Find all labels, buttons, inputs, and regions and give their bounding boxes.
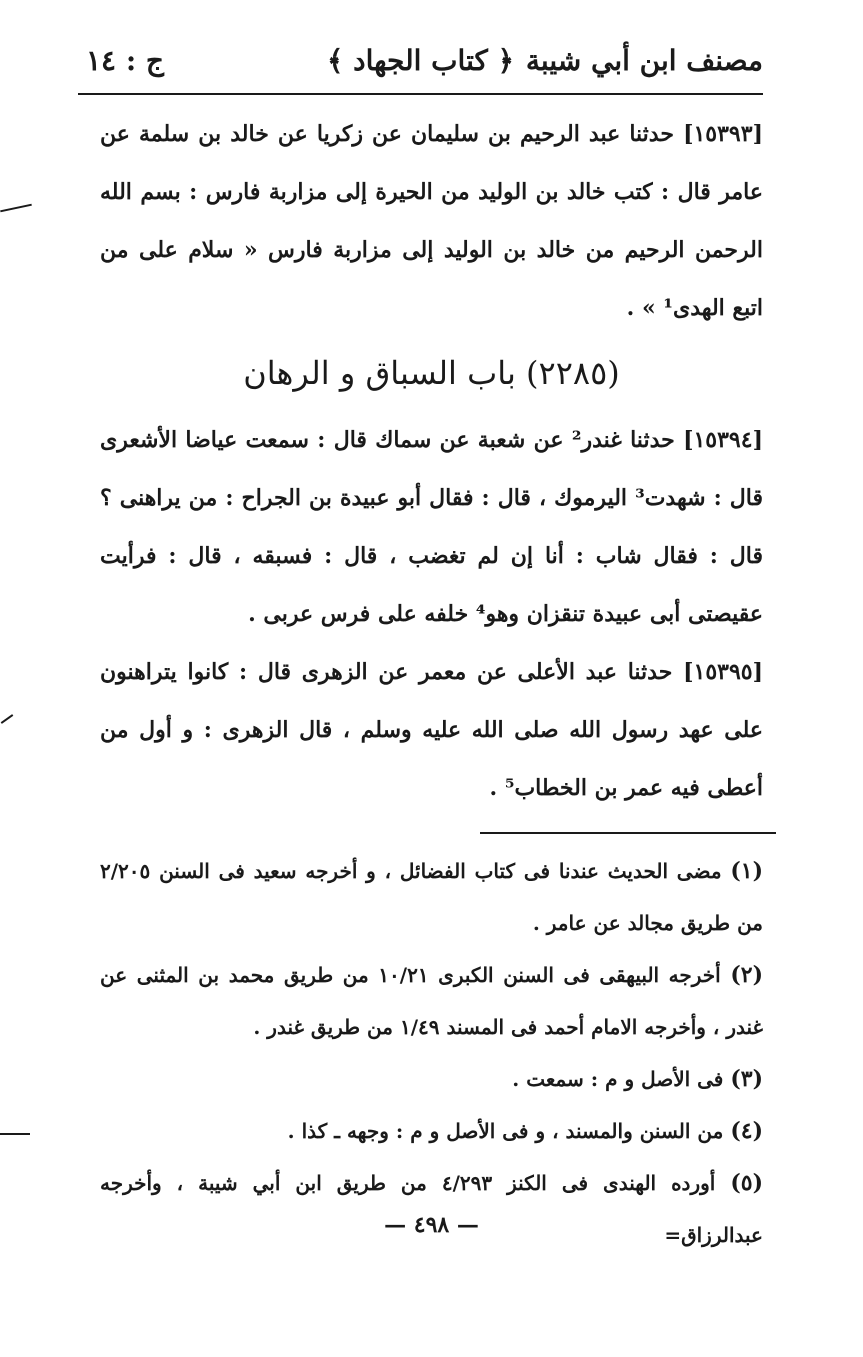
footnote-marker: (٥): [730, 1170, 763, 1196]
hadith-paragraph: [100, 411, 763, 643]
hadith-text: حدثنا عبد الرحيم بن سليمان عن زكريا عن خالد بن سلمة عن عامر قال : كتب خالد بن الوليد من الحيرة إلى مزاربة فارس : بسم الله الرحمن الرحيم من خالد بن الوليد إلى مزاربة فارس « سلام على من اتبع الهدى¹ » .: [100, 121, 763, 321]
footnote-text: فى الأصل و م : سمعت .: [512, 1067, 724, 1091]
footnote: [100, 1053, 763, 1105]
margin-mark: [0, 204, 32, 213]
header-rule: [78, 93, 763, 95]
footnote-marker: (١): [730, 858, 764, 884]
margin-mark: [0, 1133, 30, 1135]
running-header: [78, 36, 763, 86]
chapter-heading: (٢٢٨٥) باب السباق و الرهان: [243, 354, 620, 392]
footnote-marker: (٣): [730, 1066, 763, 1092]
footnote: [100, 1157, 763, 1261]
footnote-text: مضى الحديث عندنا فى كتاب الفضائل ، و أخرجه سعيد فى السنن ٢/٢٠٥ من طريق مجالد عن عامر .: [100, 859, 763, 935]
margin-mark: [1, 714, 14, 724]
header-book-title: مصنف ابن أبي شيبة: [525, 44, 763, 77]
hadith-number: [١٥٣٩٥]: [683, 659, 764, 685]
main-text: [100, 105, 763, 817]
footnote-text: أخرجه البيهقى فى السنن الكبرى ١٠/٢١ من طريق محمد بن المثنى عن غندر ، وأخرجه الامام أحمد فى المسند ١/٤٩ من طريق غندر .: [100, 963, 763, 1039]
header-chapter-title: ﴿ كتاب الجهاد ﴾: [326, 44, 515, 77]
header-volume: ج : ١٤: [86, 44, 164, 77]
hadith-number: [١٥٣٩٣]: [683, 121, 763, 147]
footnote: [100, 949, 763, 1053]
hadith-number: [١٥٣٩٤]: [683, 427, 763, 453]
footnotes: [100, 845, 763, 1261]
page-number: — ٤٩٨ —: [384, 1212, 479, 1238]
footnote-marker: (٢): [730, 962, 764, 988]
footnote: [100, 845, 763, 949]
hadith-text: حدثنا عبد الأعلى عن معمر عن الزهرى قال : كانوا يتراهنون على عهد رسول الله صلى الله عليه وسلم ، قال الزهرى : و أول من أعطى فيه عمر بن الخطاب⁵ .: [100, 659, 763, 801]
footnote-marker: (٤): [730, 1118, 763, 1144]
hadith-paragraph: [100, 643, 763, 817]
hadith-text: حدثنا غندر² عن شعبة عن سماك قال : سمعت عياضا الأشعرى قال : شهدت³ اليرموك ، قال : فقال أبو عبيدة بن الجراح : من يراهنى ؟ قال : فقال شاب : أنا إن لم تغضب ، قال : فسبقه ، قال : فرأيت عقيصتى أبى عبيدة تنقزان وهو⁴ خلفه على فرس عربى .: [100, 427, 763, 627]
footnote-text: أورده الهندى فى الكنز ٤/٢٩٣ من طريق ابن أبي شيبة ، وأخرجه عبدالرزاق=: [100, 1171, 763, 1247]
footnote-text: من السنن والمسند ، و فى الأصل و م : وجهه ـ كذا .: [287, 1119, 724, 1143]
hadith-paragraph: [100, 105, 763, 337]
footnote: [100, 1105, 763, 1157]
footnote-rule: [480, 832, 776, 834]
